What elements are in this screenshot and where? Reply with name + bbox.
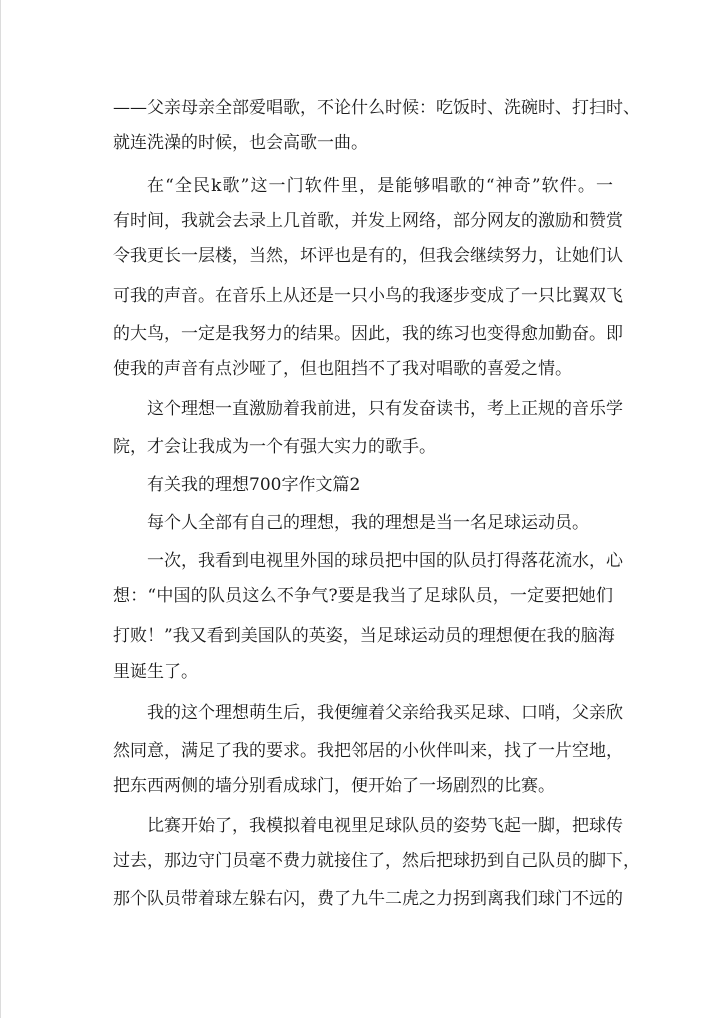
text-line: 这个理想一直激励着我前进，只有发奋读书，考上正规的音乐学 <box>147 399 623 419</box>
text-line: 在“全民k歌”这一门软件里，是能够唱歌的“神奇”软件。一 <box>147 176 613 196</box>
text-line: 可我的声音。在音乐上从还是一只小鸟的我逐步变成了一只比翼双飞 <box>113 286 623 306</box>
text-line: 就连洗澡的时候，也会高歌一曲。 <box>113 133 368 153</box>
text-line: 的大鸟，一定是我努力的结果。因此，我的练习也变得愈加勤奋。即 <box>113 324 623 344</box>
text-line: 使我的声音有点沙哑了，但也阻挡不了我对唱歌的喜爱之情。 <box>113 359 572 379</box>
section-heading: 有关我的理想700字作文篇2 <box>147 475 361 495</box>
text-line: ——父亲母亲全部爱唱歌，不论什么时候：吃饭时、洗碗时、打扫时、 <box>113 98 640 118</box>
text-line: 有时间，我就会去录上几首歌，并发上网络，部分网友的激励和赞赏 <box>113 211 623 231</box>
text-line: 那个队员带着球左躲右闪，费了九牛二虎之力拐到离我们球门不远的 <box>113 889 623 909</box>
text-line: 令我更长一层楼，当然，坏评也是有的，但我会继续努力，让她们认 <box>113 246 623 266</box>
text-line: 把东西两侧的墙分别看成球门，便开始了一场剧烈的比赛。 <box>113 776 555 796</box>
text-line: 打败！”我又看到美国队的英姿，当足球运动员的理想便在我的脑海 <box>113 626 615 646</box>
text-line: 每个人全部有自己的理想，我的理想是当一名足球运动员。 <box>147 513 589 533</box>
text-line: 过去，那边守门员毫不费力就接住了，然后把球扔到自己队员的脚下， <box>113 851 640 871</box>
text-line: 想：“中国的队员这么不争气?要是我当了足球队员，一定要把她们 <box>113 586 613 606</box>
text-line: 我的这个理想萌生后，我便缠着父亲给我买足球、口哨，父亲欣 <box>147 703 623 723</box>
text-line: 院，才会让我成为一个有强大实力的歌手。 <box>113 437 436 457</box>
text-line: 里诞生了。 <box>113 662 198 682</box>
text-line: 一次，我看到电视里外国的球员把中国的队员打得落花流水，心 <box>147 551 623 571</box>
text-line: 然同意，满足了我的要求。我把邻居的小伙伴叫来，找了一片空地， <box>113 741 623 761</box>
text-line: 比赛开始了，我模拟着电视里足球队员的姿势飞起一脚，把球传 <box>147 816 623 836</box>
